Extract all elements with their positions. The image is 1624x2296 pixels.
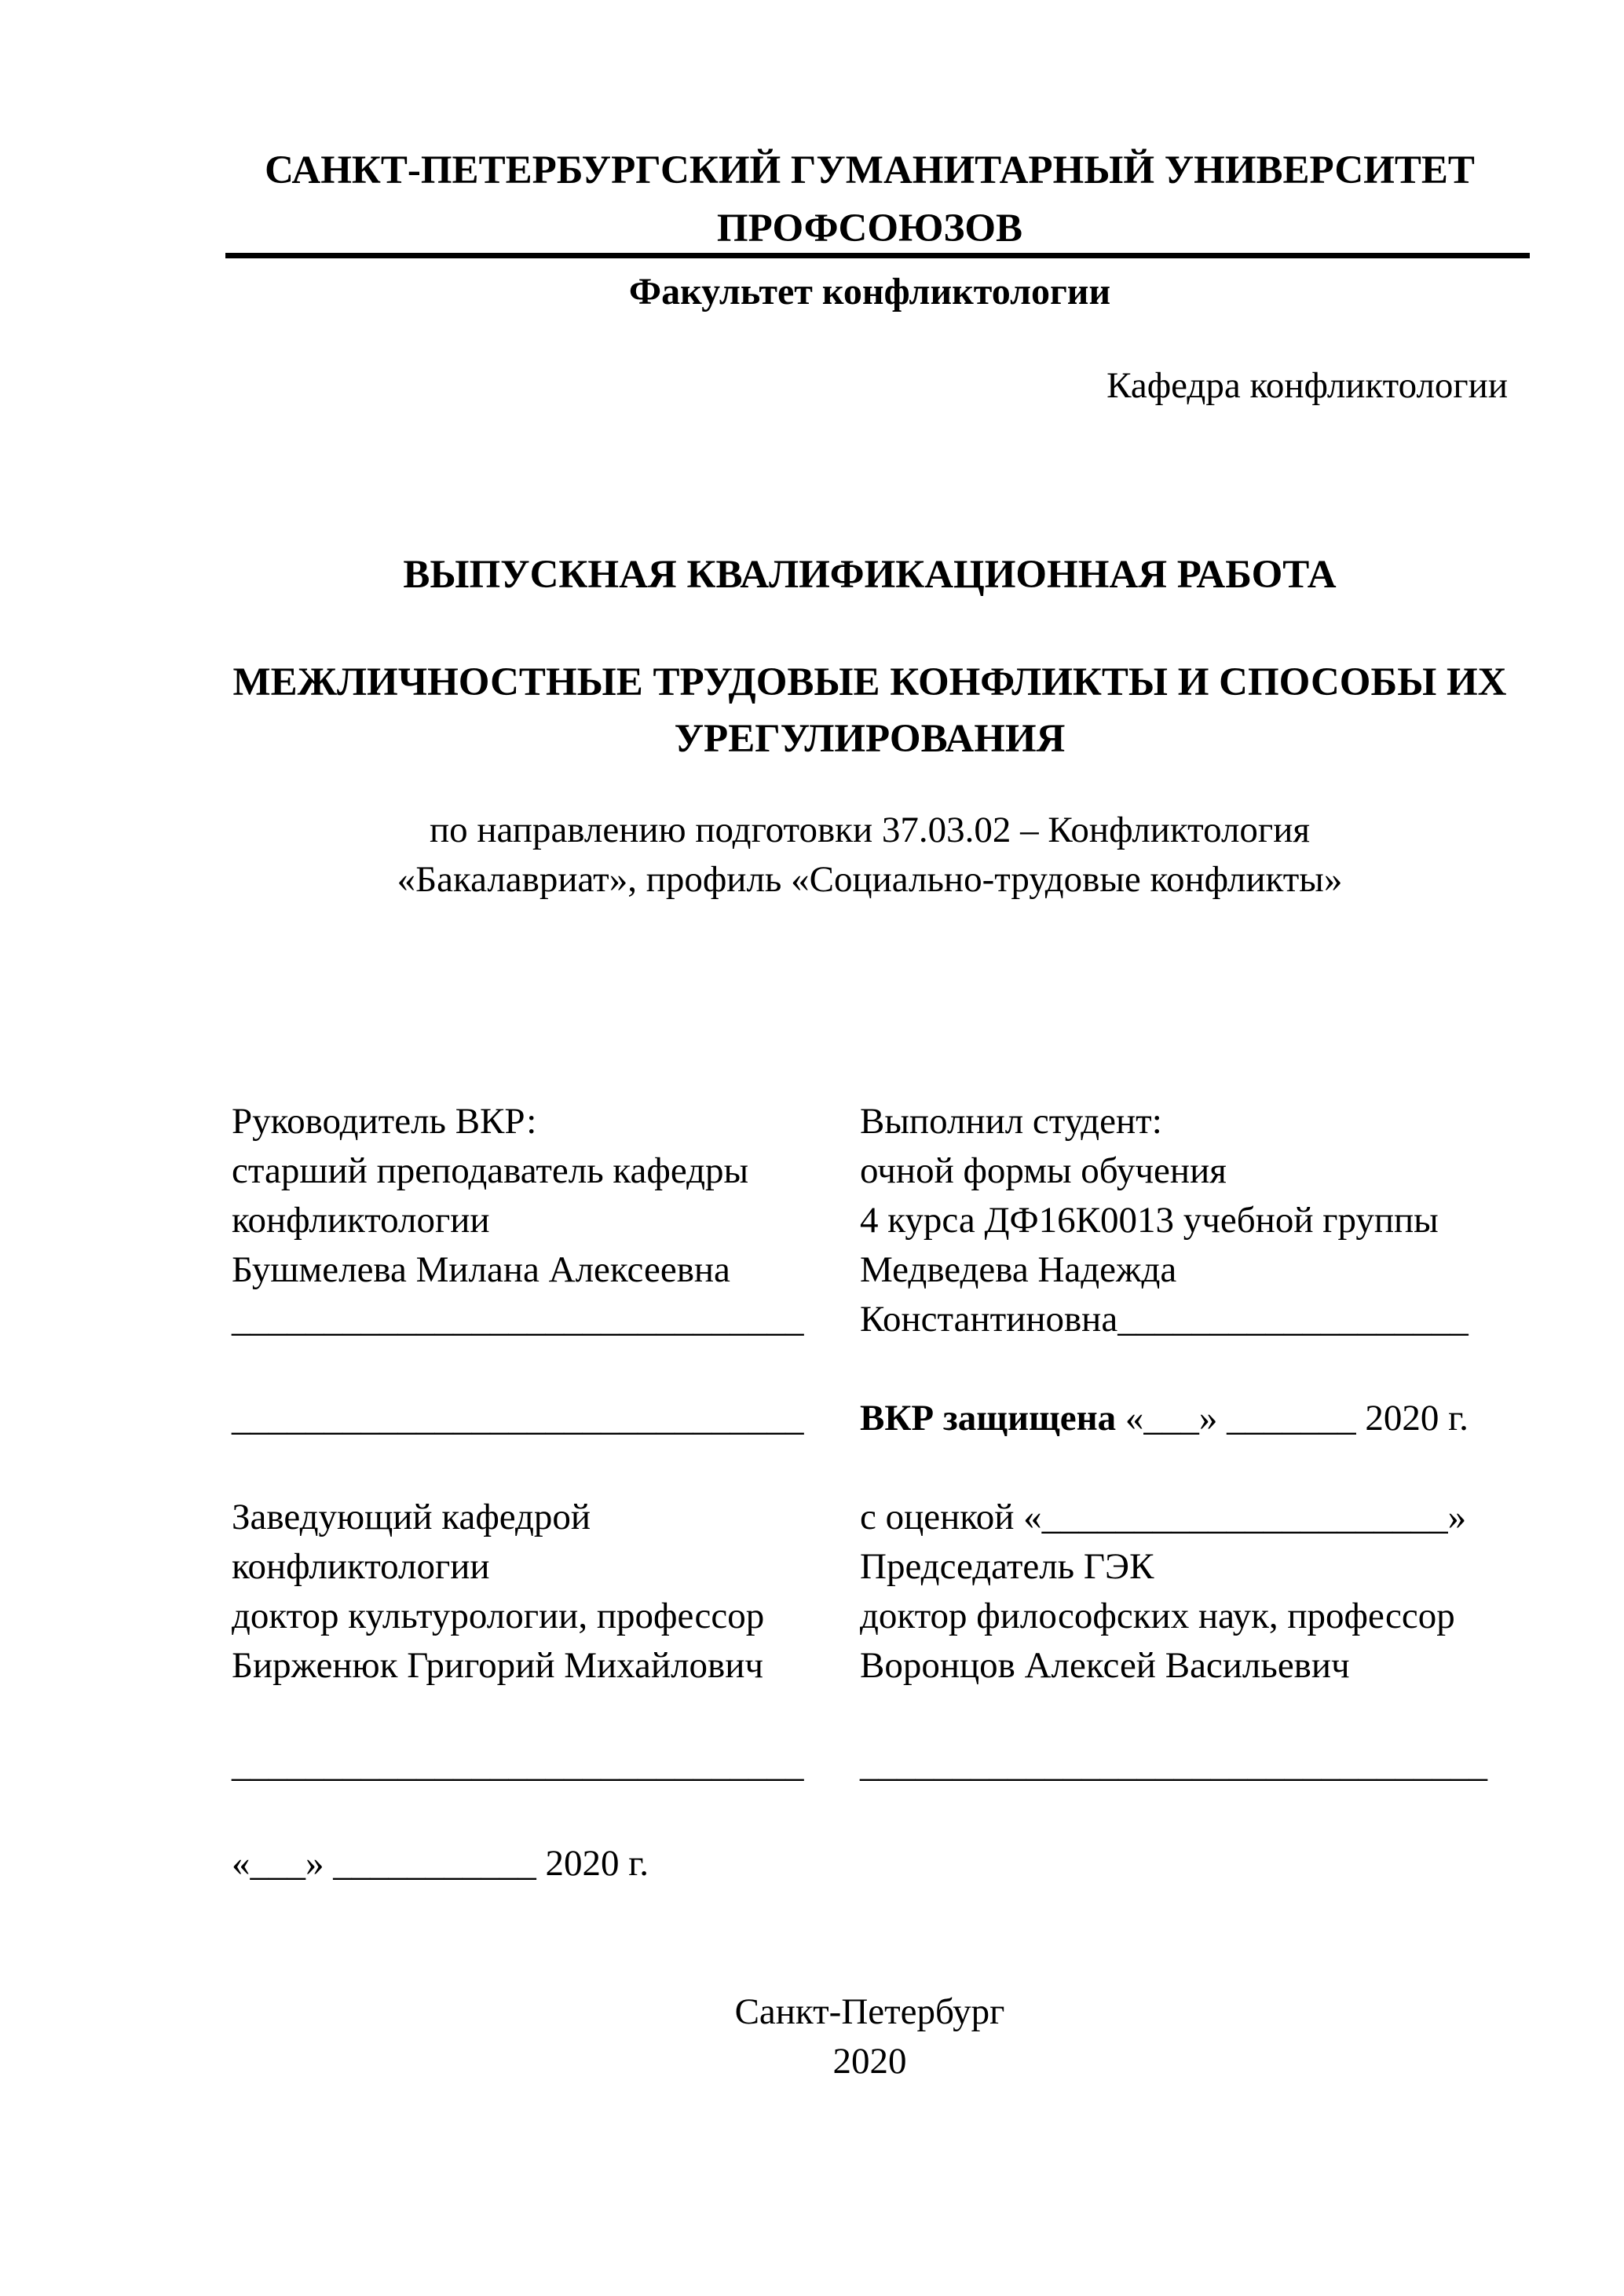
university-name-line1: САНКТ-ПЕТЕРБУРГСКИЙ ГУМАНИТАРНЫЙ УНИВЕРСИТЕТ [265, 148, 1475, 192]
gek-chair-label: Председатель ГЭК [860, 1546, 1154, 1587]
university-name-line2: ПРОФСОЮЗОВ [716, 207, 1023, 250]
university-name [232, 141, 1508, 258]
grade-blank-line: с оценкой «______________________» [860, 1497, 1467, 1537]
head-of-department-degree: доктор культурологии, профессор [232, 1596, 765, 1636]
head-of-department-label-line1: Заведующий кафедрой [232, 1497, 591, 1537]
supervisor-name: Бушмелева Милана Алексеевна [232, 1249, 730, 1290]
head-of-department-name: Бирженюк Григорий Михайлович [232, 1645, 764, 1686]
student-study-form: очной формы обучения [860, 1150, 1227, 1191]
program-direction: по направлению подготовки 37.03.02 – Конфликтология [430, 810, 1310, 850]
gek-signature-line: __________________________________ [860, 1744, 1487, 1785]
supervisor-column [232, 1097, 860, 1888]
gek-chair-name: Воронцов Алексей Васильевич [860, 1645, 1350, 1686]
spacer-row [232, 1790, 860, 1839]
thesis-title-line1: МЕЖЛИЧНОСТНЫЕ ТРУДОВЫЕ КОНФЛИКТЫ И СПОСОБЫ ИХ [232, 660, 1507, 704]
supervisor-position-line2: конфликтологии [232, 1200, 490, 1241]
spacer-row [232, 1691, 860, 1740]
spacer-row [860, 1839, 1508, 1888]
student-label: Выполнил студент: [860, 1101, 1162, 1142]
work-type-heading: ВЫПУСКНАЯ КВАЛИФИКАЦИОННАЯ РАБОТА [403, 553, 1337, 597]
supervisor-position-line1: старший преподаватель кафедры [232, 1150, 749, 1191]
gek-chair-degree: доктор философских наук, профессор [860, 1596, 1455, 1636]
left-signature-line-2: _______________________________ [232, 1398, 804, 1439]
department-name: Кафедра конфликтологии [1106, 365, 1508, 406]
thesis-title [232, 654, 1508, 767]
spacer-row [860, 1691, 1508, 1740]
faculty-name: Факультет конфликтологии [628, 271, 1111, 313]
head-of-department-label-line2: конфликтологии [232, 1546, 490, 1587]
spacer-row [860, 1344, 1508, 1394]
student-group: 4 курса ДФ16К0013 учебной группы [860, 1200, 1439, 1241]
student-name-line2-signature: Константиновна___________________ [860, 1299, 1469, 1340]
thesis-title-line2: УРЕГУЛИРОВАНИЯ [674, 717, 1066, 761]
vkr-defended-label: ВКР защищена [860, 1398, 1117, 1439]
date-blank-line: «___» ___________ 2020 г. [232, 1843, 649, 1884]
header-divider-rule [225, 253, 1530, 258]
vkr-defended-line [860, 1394, 1508, 1443]
signatures-section [232, 1097, 1508, 1888]
vkr-defended-date-blank: «___» _______ 2020 г. [1116, 1398, 1469, 1439]
student-column [860, 1097, 1508, 1888]
footer-city: Санкт-Петербург [734, 1991, 1005, 2032]
spacer-row [860, 1443, 1508, 1493]
student-name-line1: Медведева Надежда [860, 1249, 1177, 1290]
spacer-row [232, 1443, 860, 1493]
program-profile: «Бакалавриат», профиль «Социально-трудовые конфликты» [397, 859, 1343, 900]
head-signature-line: _______________________________ [232, 1744, 804, 1785]
program-info [232, 806, 1508, 905]
spacer-row [232, 1344, 860, 1394]
footer [232, 1987, 1508, 2086]
spacer-row [860, 1790, 1508, 1839]
footer-year: 2020 [832, 2041, 907, 2082]
supervisor-label: Руководитель ВКР: [232, 1101, 537, 1142]
supervisor-signature-line: _______________________________ [232, 1299, 804, 1340]
